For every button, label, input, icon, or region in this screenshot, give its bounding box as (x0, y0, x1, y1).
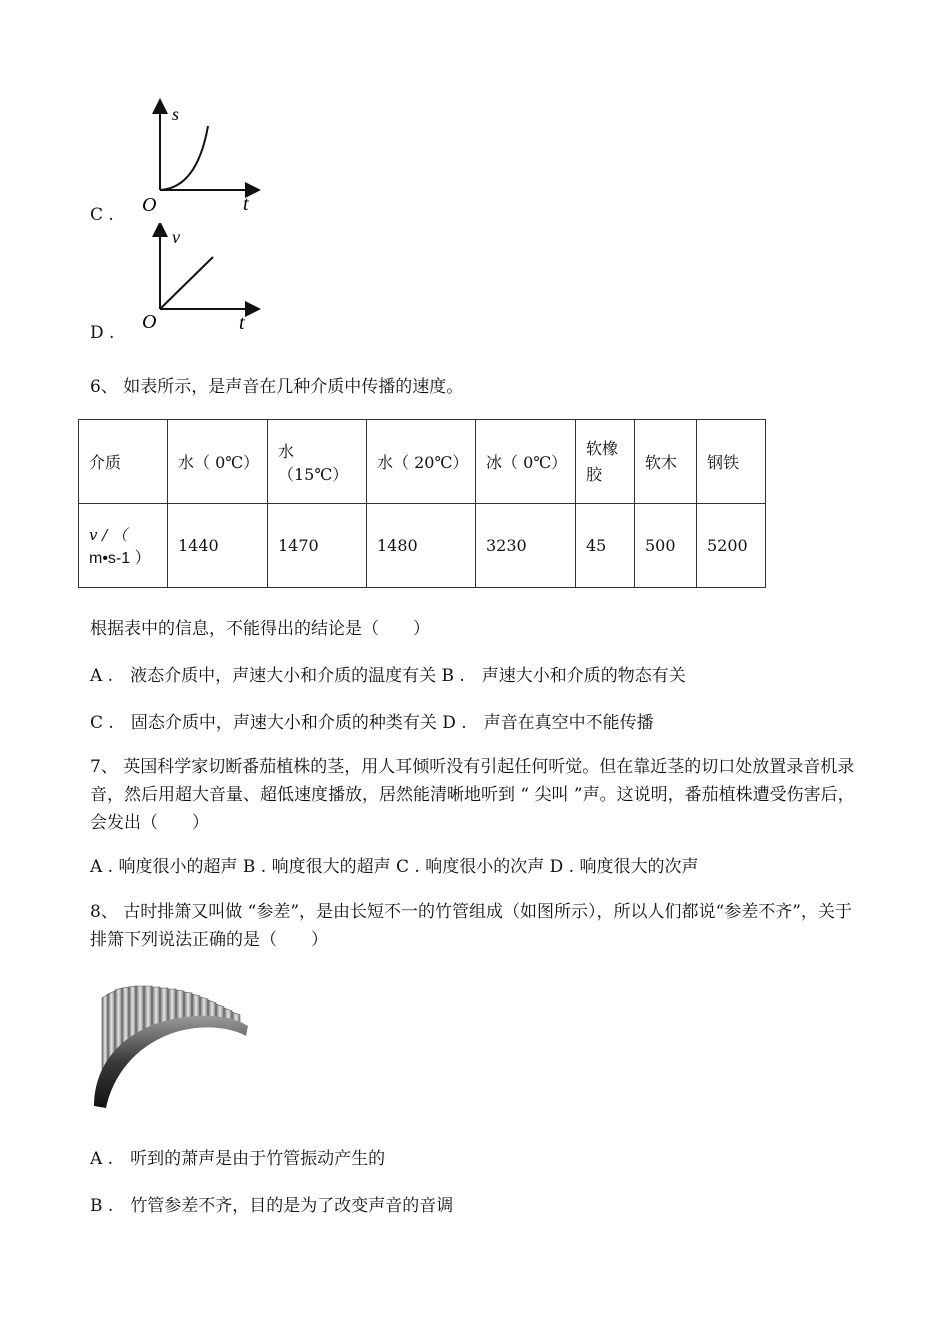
table-header-row (79, 420, 766, 504)
table-cell: 钢铁 (697, 420, 766, 504)
y-axis-label: s (172, 104, 180, 124)
q8-option-b: B . 竹管参差不齐，目的是为了改变声音的音调 (90, 1196, 454, 1216)
table-cell: 软木 (635, 420, 697, 504)
unit-line-1: v / （ (89, 525, 128, 544)
q8-option-a: A . 听到的萧声是由于竹管振动产生的 (90, 1149, 386, 1169)
table-cell: 5200 (697, 504, 766, 588)
line (160, 257, 213, 309)
origin-label: O (142, 311, 157, 333)
q7-stem: 7、 英国科学家切断番茄植株的茎，用人耳倾听没有引起任何听觉。但在靠近茎的切口处放置录音机录音，然后用超大音量、超低速度播放，居然能清晰地听到 “ 尖叫 ”声。这说明，番茄植株遭受伤害后，会发出（ ） (90, 757, 855, 833)
table-cell: 1480 (367, 504, 476, 588)
y-axis-label: v (172, 227, 180, 247)
graph-v-t (135, 223, 265, 335)
table-row (79, 504, 766, 588)
q6-stem: 6、 如表所示，是声音在几种介质中传播的速度。 (90, 377, 464, 397)
unit-cell (79, 504, 168, 588)
origin-label: O (142, 194, 157, 216)
option-c-label: C . (90, 205, 114, 225)
table-cell: 1440 (168, 504, 268, 588)
curve (160, 126, 208, 190)
table-cell: 3230 (476, 504, 576, 588)
x-axis-label: t (239, 312, 245, 334)
q8-stem: 8、 古时排箫又叫做 “参差”，是由长短不一的竹管组成（如图所示），所以人们都说“参差不齐”，关于排箫下列说法正确的是（ ） (90, 902, 852, 950)
table-cell: 水（15℃） (268, 420, 367, 504)
table-cell: 45 (576, 504, 635, 588)
table-cell: 冰（ 0℃） (476, 420, 576, 504)
unit-line-2: m•s-1 ） (89, 549, 151, 567)
x-axis-label: t (243, 193, 249, 215)
q7-options: A . 响度很小的超声 B . 响度很大的超声 C . 响度很小的次声 D . 响度很大的次声 (90, 857, 699, 877)
sound-speed-table (78, 419, 766, 588)
table-cell: 500 (635, 504, 697, 588)
option-d-label: D . (90, 323, 115, 343)
q6-question: 根据表中的信息，不能得出的结论是（ ） (90, 619, 430, 639)
graph-s-t (135, 98, 265, 216)
table-cell: 介质 (79, 420, 168, 504)
table-cell: 水（ 0℃） (168, 420, 268, 504)
table-cell: 1470 (268, 504, 367, 588)
q6-options-ab: A . 液态介质中，声速大小和介质的温度有关 B . 声速大小和介质的物态有关 (90, 666, 686, 686)
pan-flute-image (88, 978, 258, 1113)
table-cell: 水（ 20℃） (367, 420, 476, 504)
q6-options-cd: C . 固态介质中，声速大小和介质的种类有关 D . 声音在真空中不能传播 (90, 713, 654, 733)
table-cell: 软橡胶 (576, 420, 635, 504)
